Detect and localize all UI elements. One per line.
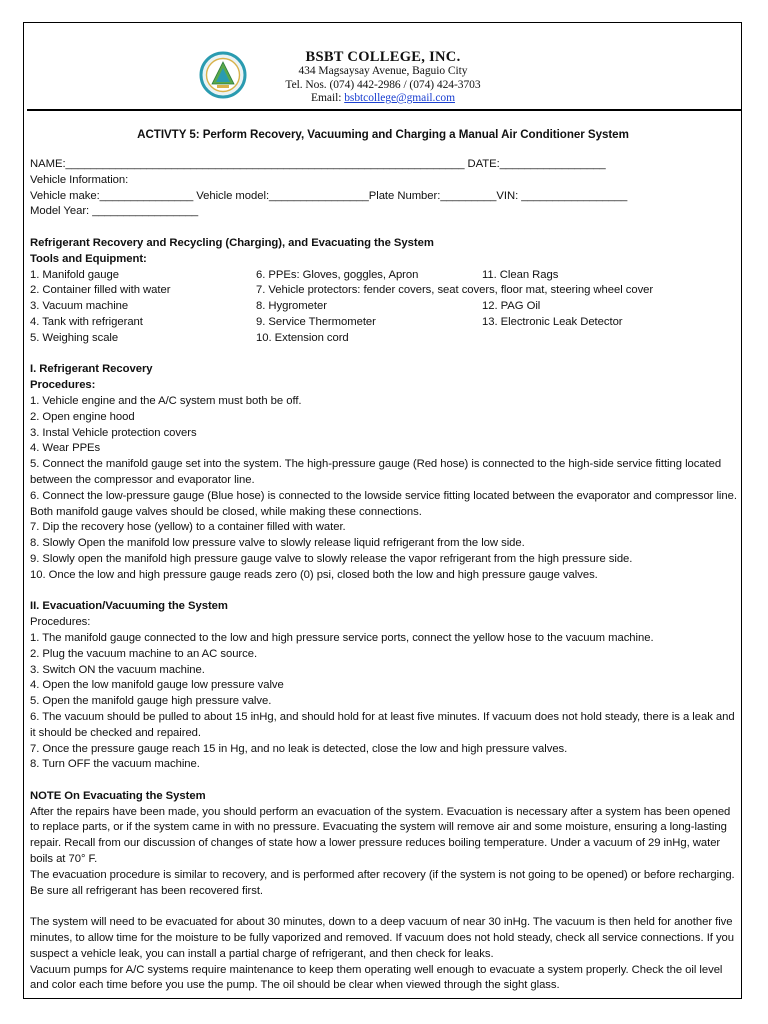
section2-step: 6. The vacuum should be pulled to about 15 inHg, and should hold for at least five minutes. If vacuum does not hold steady, there is a leak and it should be checked and repaired. <box>30 710 735 739</box>
section1-step: 7. Dip the recovery hose (yellow) to a container filled with water. <box>30 521 346 534</box>
note-paragraph: After the repairs have been made, you should perform an evacuation of the system. Evacuation is necessary after a system has been opened to replace parts, or if the system came in with no pressure. Evacuating the system will remove air and some moisture, ensuring a long-lasting repair. Recall from our discussion of changes of state how a lower pressure reduces boiling temperature. Under a vacuum of 29 inHg, water boils at 70° F. <box>30 805 731 866</box>
list-item: 2. Container filled with water <box>30 284 171 297</box>
list-item: 9. Service Thermometer <box>256 315 376 328</box>
document-body <box>30 157 742 994</box>
section2-step: 7. Once the pressure gauge reach 15 in Hg, and no leak is detected, close the low and high pressure valves. <box>30 742 568 755</box>
email-label: Email: <box>311 92 345 104</box>
section1-step: 5. Connect the manifold gauge set into the system. The high-pressure gauge (Red hose) is connected to the high-side service fitting located between the compressor and evaporator line. <box>30 458 722 486</box>
vehicle-details-field: Vehicle make:_______________ Vehicle model:________________Plate Number:_________VIN: _________________ <box>30 189 628 202</box>
college-address: 434 Magsaysay Avenue, Baguio City <box>298 65 468 77</box>
section1-step: 8. Slowly Open the manifold low pressure valve to slowly release liquid refrigerant from the low side. <box>30 537 525 550</box>
section2-step: 4. Open the low manifold gauge low pressure valve <box>30 679 284 692</box>
list-item: 4. Tank with refrigerant <box>30 315 143 328</box>
section2-procedures-label: Procedures: <box>30 616 91 629</box>
section1-step: 3. Instal Vehicle protection covers <box>30 426 197 439</box>
section1-step: 4. Wear PPEs <box>30 442 101 455</box>
section2-step: 5. Open the manifold gauge high pressure valve. <box>30 695 272 708</box>
college-email-line <box>27 92 739 106</box>
header-divider <box>27 109 742 111</box>
section-main-title: Refrigerant Recovery and Recycling (Charging), and Evacuating the System <box>30 236 434 249</box>
list-item: 1. Manifold gauge <box>30 268 119 281</box>
note-title: NOTE On Evacuating the System <box>30 789 206 802</box>
list-item: 6. PPEs: Gloves, goggles, Apron <box>256 268 419 281</box>
section1-step: 9. Slowly open the manifold high pressure gauge valve to slowly release the vapor refrigerant from the high pressure side. <box>30 552 633 565</box>
list-item: 5. Weighing scale <box>30 331 119 344</box>
section2-step: 3. Switch ON the vacuum machine. <box>30 663 205 676</box>
section1-procedures-label: Procedures: <box>30 379 96 392</box>
letterhead <box>27 49 739 107</box>
tools-column-1 <box>30 268 170 347</box>
document-page <box>23 22 742 999</box>
college-telephone: Tel. Nos. (074) 442-2986 / (074) 424-3703 <box>285 78 481 91</box>
list-item: 3. Vacuum machine <box>30 300 129 313</box>
list-item <box>482 283 623 299</box>
model-year-field: Model Year: _________________ <box>30 205 199 218</box>
name-date-field: NAME:________________________________________________________________ DATE:_________________ <box>30 158 606 170</box>
section2-step: 2. Plug the vacuum machine to an AC source. <box>30 647 258 660</box>
list-item: 7. Vehicle protectors: fender covers, seat covers, floor mat, steering wheel cover <box>256 284 654 297</box>
tools-title: Tools and Equipment: <box>30 252 147 265</box>
email-link[interactable]: bsbtcollege@gmail.com <box>344 92 455 104</box>
list-item: 13. Electronic Leak Detector <box>482 315 623 328</box>
list-item: 10. Extension cord <box>256 331 349 344</box>
section1-step: 6. Connect the low-pressure gauge (Blue hose) is connected to the lowside service fitting located between the evaporator and compressor line. Both manifold gauge valves should be closed, while making these connections. <box>30 489 737 518</box>
list-item: 11. Clean Rags <box>482 268 559 281</box>
vehicle-info-label: Vehicle Information: <box>30 173 129 186</box>
college-logo-icon <box>199 51 247 99</box>
note-paragraph: Vacuum pumps for A/C systems require maintenance to keep them operating well enough to evacuate a system properly. Check the oil level and color each time before you use the pump. The oil should be clear when viewed through the sight glass. <box>30 963 723 992</box>
note-paragraph: The system will need to be evacuated for about 30 minutes, down to a deep vacuum of near 30 inHg. The vacuum is then held for another five minutes, to allow time for the moisture to be fully vaporized and removed. If vacuum does not hold steady, check all service connections. If you suspect a vehicle leak, you can install a partial charge of refrigerant, and then check for leaks. <box>30 916 735 960</box>
list-item: 8. Hygrometer <box>256 300 327 313</box>
section1-step: 2. Open engine hood <box>30 410 135 423</box>
activity-title: ACTIVTY 5: Perform Recovery, Vacuuming and Charging a Manual Air Conditioner System <box>137 128 629 141</box>
note-paragraph: The evacuation procedure is similar to recovery, and is performed after recovery (if the system is not going to be opened) or before recharging. Be sure all refrigerant has been recovered first. <box>30 868 735 897</box>
tools-list <box>30 268 742 347</box>
list-item: 12. PAG Oil <box>482 300 541 313</box>
section1-step: 10. Once the low and high pressure gauge reads zero (0) psi, closed both the low and high pressure gauge valves. <box>30 568 598 581</box>
section1-title: I. Refrigerant Recovery <box>30 363 153 376</box>
section2-title: II. Evacuation/Vacuuming the System <box>30 600 228 613</box>
tools-column-3 <box>482 268 623 331</box>
section2-step: 8. Turn OFF the vacuum machine. <box>30 758 200 771</box>
section2-step: 1. The manifold gauge connected to the low and high pressure service ports, connect the yellow hose to the vacuum machine. <box>30 631 654 644</box>
college-name: BSBT COLLEGE, INC. <box>305 49 461 65</box>
section1-step: 1. Vehicle engine and the A/C system must both be off. <box>30 394 302 407</box>
